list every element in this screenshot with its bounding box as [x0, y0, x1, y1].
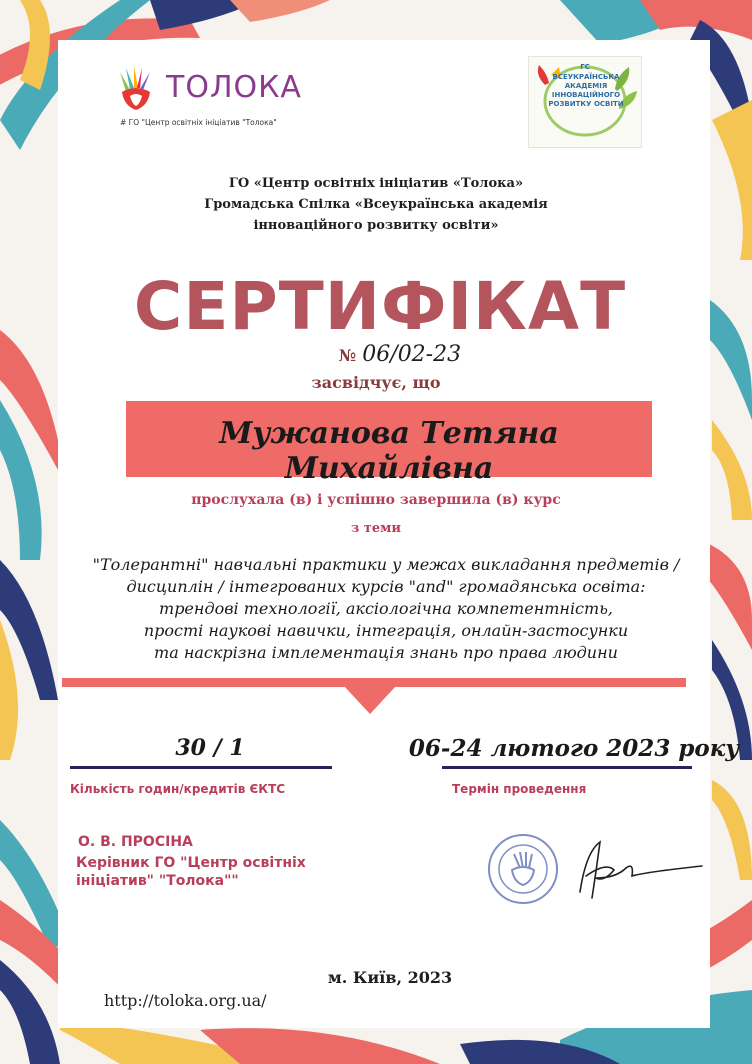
academy-logo: [528, 56, 642, 148]
recipient-name: Мужанова Тетяна Михайлівна: [219, 416, 559, 486]
website-url: http://toloka.org.ua/: [104, 991, 267, 1010]
dates-underline: [442, 766, 692, 769]
number-sign: №: [338, 346, 357, 365]
signature-icon: [556, 832, 706, 902]
organizer-line: інноваційного розвитку освіти»: [253, 218, 499, 233]
signatory-name: О. В. ПРОСІНА: [78, 834, 193, 850]
completion-text: прослухала (в) і успішно завершила (в) курс: [191, 492, 561, 508]
course-title-line: "Толерантні" навчальні практики у межах викладання предметів /: [92, 555, 680, 574]
organizers: [120, 173, 632, 236]
divider-pointer: [344, 686, 396, 714]
signatory-role-line: ініціатив" "Толока"": [76, 873, 239, 889]
dates-value: 06-24 лютого 2023 року: [408, 735, 740, 762]
number-value: 06/02-23: [362, 342, 462, 367]
organizer-line: Громадська Спілка «Всеукраїнська академія: [204, 197, 548, 212]
course-title-line: трендові технології, аксіологічна компетентність,: [159, 599, 613, 618]
hours-value: 30 / 1: [175, 735, 245, 761]
brand-name: ТОЛОКА: [166, 70, 302, 105]
certificate-title: СЕРТИФІКАТ: [133, 268, 627, 345]
dates-label: Термін проведення: [452, 782, 587, 796]
course-title-line: прості наукові навички, інтеграція, онлайн-застосунки: [143, 621, 629, 640]
course-title-line: та наскрізна імплементація знань про права людини: [154, 643, 618, 662]
brand-caption: # ГО "Центр освітніх ініціатив "Толока": [120, 118, 277, 127]
course-title-line: дисциплін / інтегрованих курсів "and" громадянська освіта:: [126, 577, 646, 596]
hands-logo-icon: [116, 66, 164, 112]
official-stamp-icon: [486, 832, 560, 906]
hours-underline: [70, 766, 332, 769]
topic-label: з теми: [350, 521, 402, 536]
certificate-number: [250, 342, 550, 367]
organizer-line: ГО «Центр освітніх ініціатив «Толока»: [228, 176, 524, 191]
signatory-role-line: Керівник ГО "Центр освітніх: [76, 855, 306, 871]
hours-label: Кількість годин/кредитів ЄКТС: [70, 782, 286, 796]
signatory-role: [76, 854, 376, 890]
academy-logo-top: ГС: [580, 63, 590, 71]
city-year: м. Київ, 2023: [327, 968, 453, 987]
academy-logo-text: ВСЕУКРАЇНСЬКА АКАДЕМІЯ ІННОВАЦІЙНОГО РОЗВИТКУ ОСВІТИ: [548, 73, 624, 108]
course-title: [60, 554, 712, 664]
certifies-text: засвідчує, що: [311, 373, 441, 392]
toloka-logo: [116, 64, 302, 132]
